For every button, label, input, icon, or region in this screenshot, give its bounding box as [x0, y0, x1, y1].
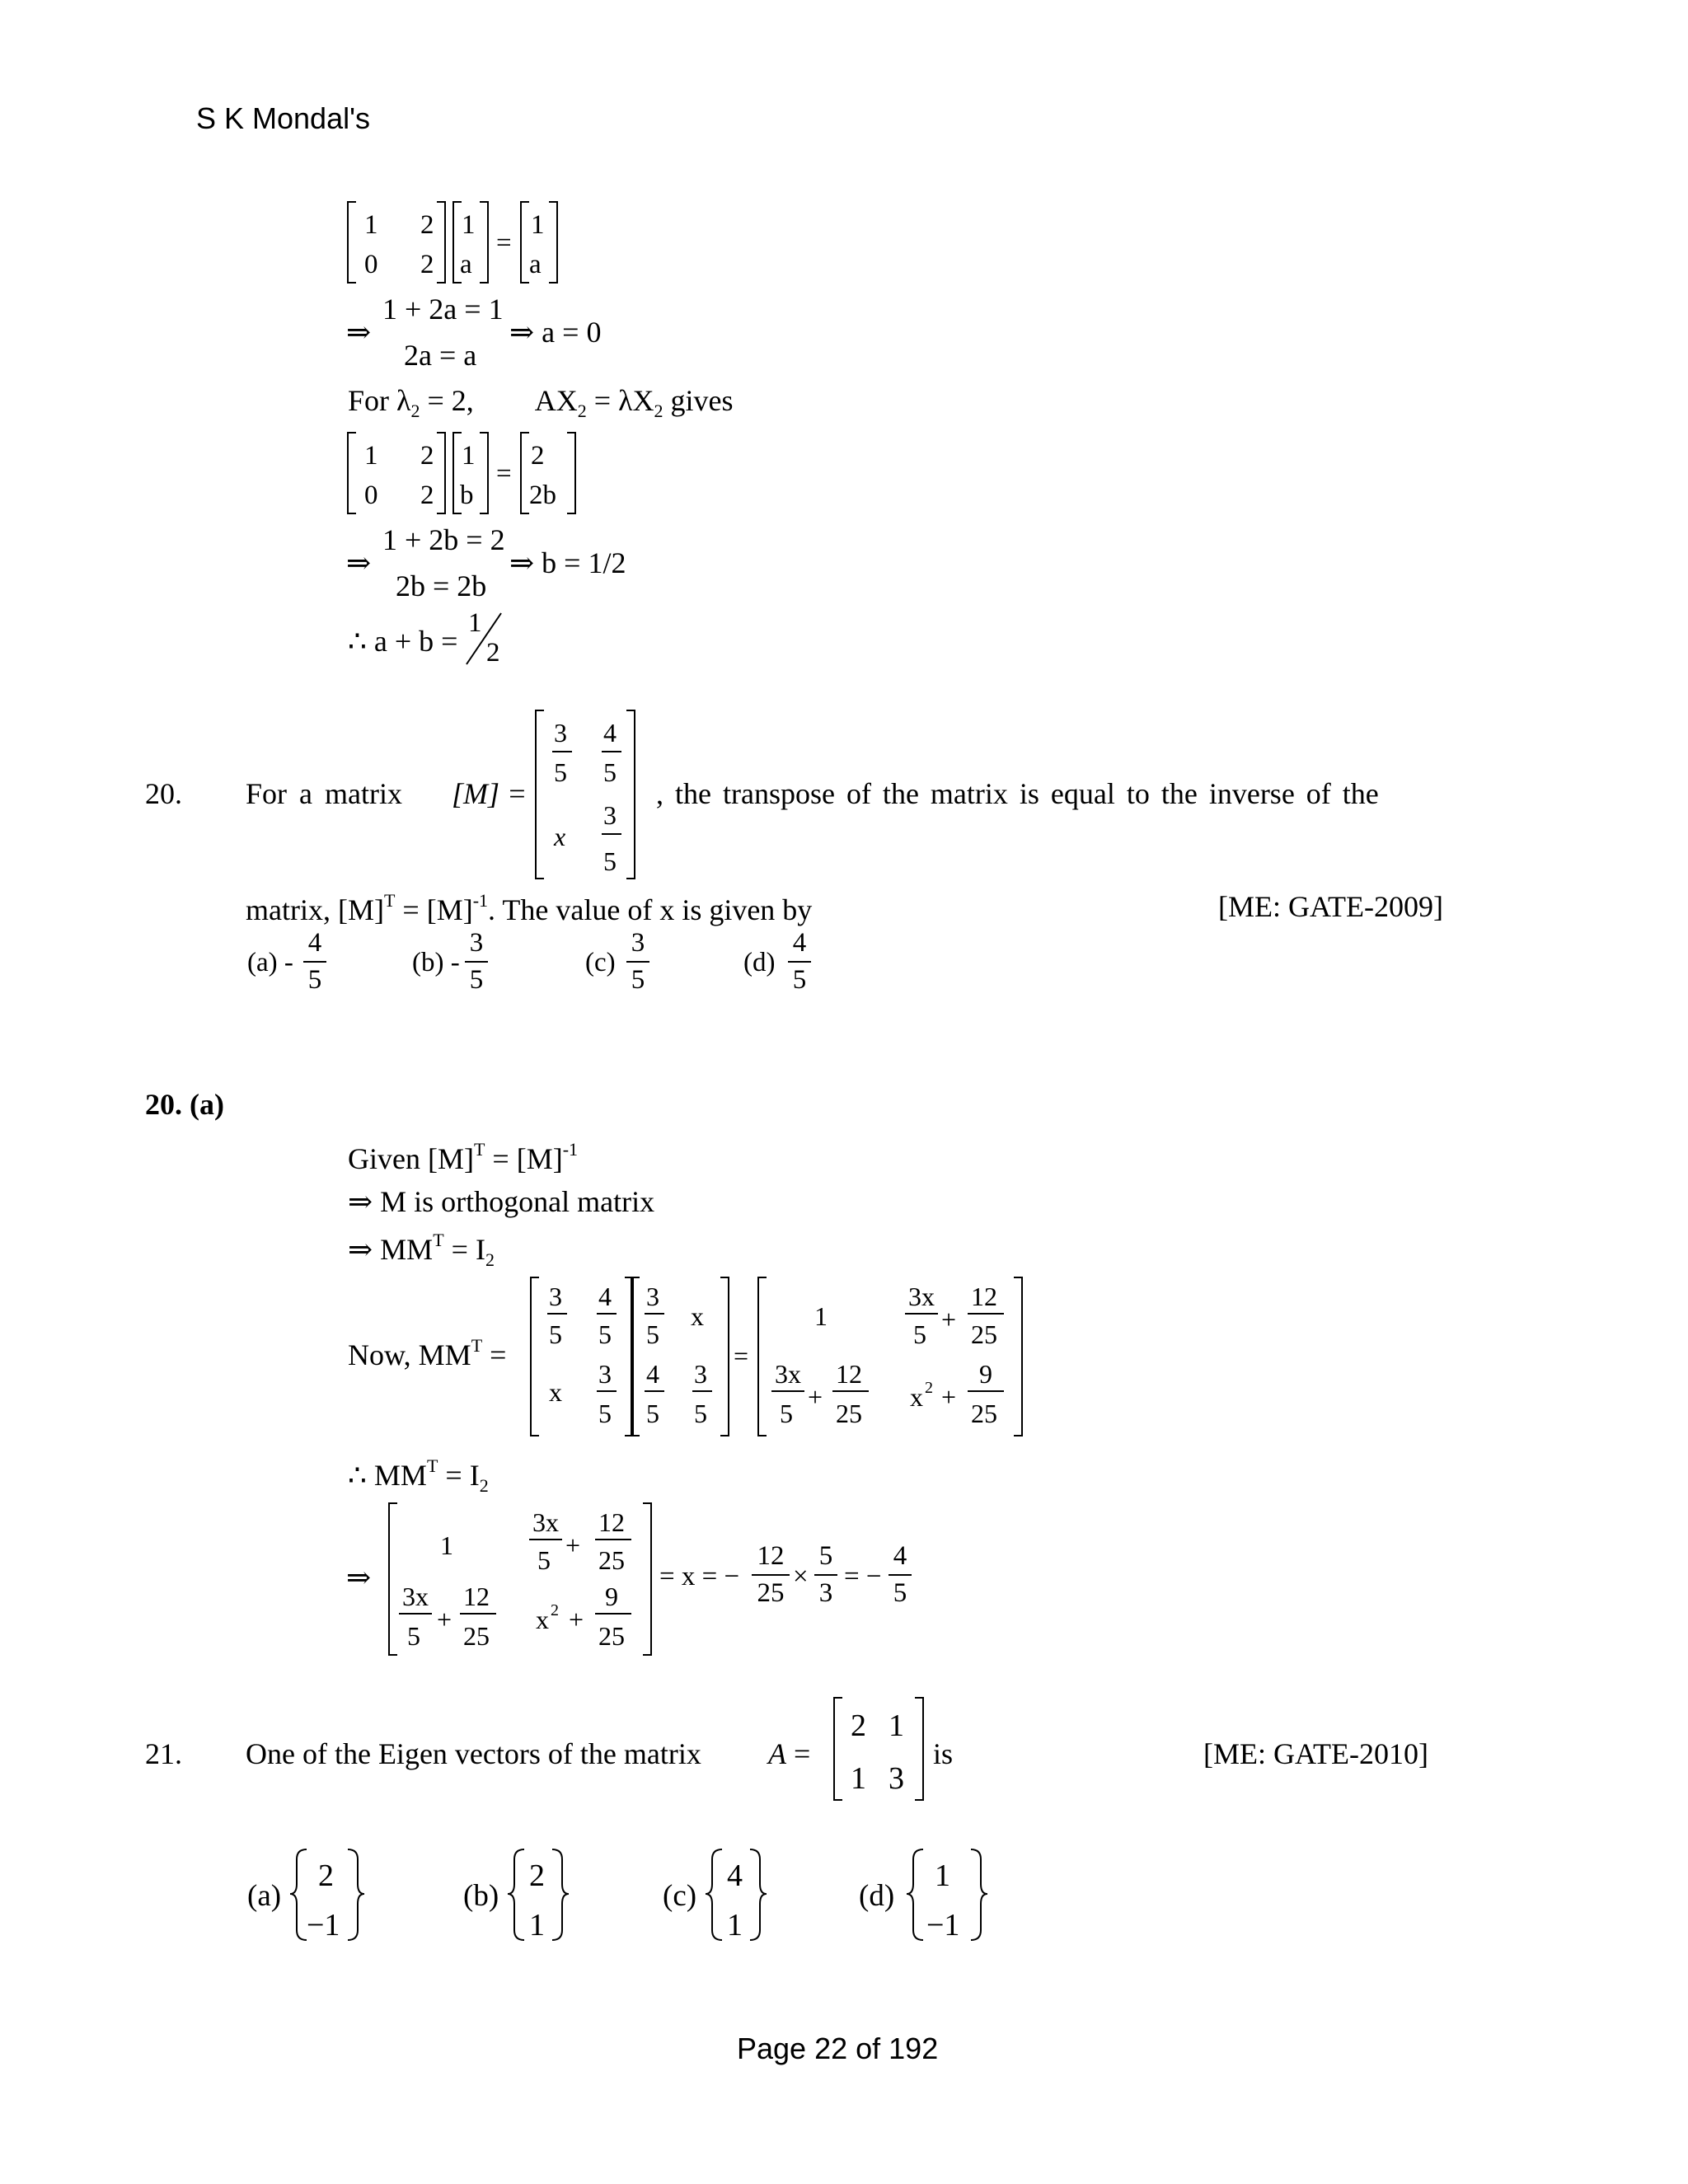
svg-text:3x: 3x [775, 1359, 801, 1389]
svg-text:12: 12 [836, 1359, 862, 1389]
svg-text:1: 1 [851, 1761, 866, 1796]
header-author: S K Mondal's [196, 101, 370, 135]
svg-text:2: 2 [851, 1708, 866, 1743]
answer20-final-arrow: ⇒ [346, 1561, 372, 1594]
svg-text:2b: 2b [529, 480, 556, 510]
q21-source: [ME: GATE-2010] [1203, 1737, 1428, 1770]
svg-text:25: 25 [836, 1399, 862, 1428]
svg-text:12: 12 [971, 1282, 997, 1311]
svg-text:3x: 3x [532, 1507, 559, 1537]
svg-text:3: 3 [554, 718, 567, 748]
matrix-equation-1 [346, 200, 585, 287]
q20-matrix-label: [M] = [452, 777, 528, 810]
q21-option-c-label: (c) [663, 1879, 697, 1913]
svg-text:9: 9 [979, 1359, 992, 1389]
svg-text:12: 12 [463, 1582, 490, 1611]
q21-option-d-vector [905, 1846, 996, 1945]
r1-1: a [529, 250, 542, 279]
answer20-now: Now, $MM^T$ = [348, 1335, 507, 1371]
svg-text:5: 5 [407, 1621, 420, 1651]
svg-text:5: 5 [913, 1319, 926, 1349]
svg-text:4: 4 [727, 1858, 743, 1893]
q20-option-c-frac: 3 5 [626, 930, 649, 994]
q20-number: 20. [145, 777, 182, 810]
answer20-mmt: ⇒ $MM^T = I_2$ [348, 1230, 495, 1270]
svg-text:2: 2 [551, 1601, 559, 1619]
svg-text:5: 5 [646, 1319, 659, 1349]
implies1-result: ⇒ a = 0 [509, 316, 602, 349]
svg-text:12: 12 [598, 1507, 625, 1537]
page-number: Page 22 of 192 [737, 2032, 939, 2065]
svg-text:5: 5 [554, 757, 567, 787]
svg-text:25: 25 [971, 1399, 997, 1428]
svg-text:5: 5 [646, 1399, 659, 1428]
svg-text:=: = [734, 1341, 749, 1371]
q21-option-a-label: (a) [247, 1879, 282, 1913]
svg-text:5: 5 [549, 1319, 562, 1349]
svg-text:1: 1 [814, 1301, 828, 1331]
svg-text:1: 1 [529, 1908, 545, 1943]
answer20-product [529, 1276, 1024, 1441]
svg-text:3x: 3x [402, 1582, 429, 1611]
svg-text:x: x [910, 1382, 923, 1412]
svg-text:5: 5 [780, 1399, 793, 1428]
svg-text:25: 25 [598, 1545, 625, 1575]
svg-text:x: x [536, 1605, 549, 1634]
svg-text:1: 1 [727, 1908, 743, 1943]
q21-matrix-label: A = [768, 1737, 811, 1770]
r1-0: 1 [531, 210, 545, 240]
implies-arrow-2: ⇒ [346, 546, 372, 579]
q21-matrix [832, 1696, 923, 1803]
answer20-final-times: × [793, 1562, 809, 1591]
implies1-bottom: 2a = a [404, 339, 477, 372]
q21-option-c-vector [704, 1846, 778, 1945]
svg-text:2: 2 [531, 441, 545, 471]
svg-text:25: 25 [463, 1621, 490, 1651]
half-num: 1 [468, 608, 482, 638]
svg-text:+: + [808, 1382, 823, 1412]
svg-text:25: 25 [598, 1621, 625, 1651]
q20-source: [ME: GATE-2009] [1218, 890, 1443, 923]
svg-text:3x: 3x [908, 1282, 935, 1311]
equals: = [496, 228, 512, 258]
q21-option-b-vector [506, 1846, 580, 1945]
svg-text:5: 5 [598, 1319, 612, 1349]
svg-text:2: 2 [925, 1379, 933, 1397]
svg-text:+: + [941, 1305, 957, 1334]
svg-text:2: 2 [529, 1858, 545, 1893]
for-lambda-line: For $\lambda_2 = 2$, $AX_2 = \lambda X_2$ gives [348, 384, 734, 421]
svg-text:5: 5 [603, 757, 617, 787]
svg-text:−1: −1 [307, 1908, 340, 1943]
answer20-therefore: ∴ $MM^T = I_2$ [348, 1455, 489, 1496]
svg-text:0: 0 [364, 480, 378, 510]
q20-line2: matrix, $[M]^T = [M]^{-1}$. The value of x is given by [246, 890, 813, 926]
matrix-equation-2 [346, 431, 593, 518]
svg-text:5: 5 [598, 1399, 612, 1428]
q21-option-a-vector [288, 1846, 371, 1945]
q20-option-a-frac: 4 5 [303, 930, 326, 994]
svg-text:−1: −1 [926, 1908, 960, 1943]
svg-text:25: 25 [971, 1319, 997, 1349]
svg-text:1: 1 [364, 441, 378, 471]
q21-text: One of the Eigen vectors of the matrix [246, 1737, 701, 1770]
half-den: 2 [486, 638, 500, 668]
svg-text:+: + [569, 1605, 584, 1634]
q20-matrix [534, 709, 641, 882]
svg-text:1: 1 [462, 441, 476, 471]
svg-text:2: 2 [318, 1858, 334, 1893]
svg-text:9: 9 [605, 1582, 618, 1611]
svg-text:5: 5 [537, 1545, 551, 1575]
svg-text:x: x [554, 822, 566, 851]
svg-text:+: + [437, 1605, 452, 1634]
q20-option-d-frac: 4 5 [788, 930, 811, 994]
m1-01: 2 [420, 210, 434, 240]
svg-text:3: 3 [889, 1761, 904, 1796]
implies-arrow: ⇒ [346, 316, 372, 349]
svg-text:3: 3 [646, 1282, 659, 1311]
svg-text:4: 4 [603, 718, 617, 748]
svg-text:=: = [496, 459, 512, 489]
q21-is: is [933, 1737, 954, 1770]
answer20-heading: 20. (a) [145, 1088, 224, 1121]
implies2-top: 1 + 2b = 2 [382, 523, 505, 556]
implies2-result: ⇒ b = 1/2 [509, 546, 626, 579]
answer20-final-f1: 12 25 [752, 1543, 790, 1607]
answer20-final-f3: 4 5 [889, 1543, 912, 1607]
answer20-orthogonal: ⇒ M is orthogonal matrix [348, 1185, 655, 1218]
answer20-given: Given $[M]^T = [M]^{-1}$ [348, 1139, 579, 1175]
svg-text:+: + [941, 1382, 957, 1412]
q20-lead: For a matrix [246, 777, 402, 810]
q20-option-c-label: (c) [585, 948, 616, 977]
therefore-line: ∴ a + b = [348, 625, 458, 658]
svg-text:4: 4 [598, 1282, 612, 1311]
q21-option-b-label: (b) [463, 1879, 499, 1913]
q20-trail: , the transpose of the matrix is equal to the inverse of the [656, 777, 1379, 810]
q20-option-b-label: (b) - [412, 948, 460, 977]
svg-text:3: 3 [603, 800, 617, 830]
svg-text:1: 1 [935, 1858, 950, 1893]
q20-option-d-label: (d) [743, 948, 776, 977]
answer20-final-eq: = − [844, 1562, 882, 1591]
svg-text:4: 4 [646, 1359, 659, 1389]
q21-option-d-label: (d) [859, 1879, 895, 1913]
v1-1: a [460, 250, 472, 279]
implies2-bottom: 2b = 2b [396, 569, 487, 602]
svg-text:3: 3 [694, 1359, 707, 1389]
svg-text:5: 5 [694, 1399, 707, 1428]
q20-option-b-frac: 3 5 [465, 930, 488, 994]
svg-text:b: b [460, 480, 474, 510]
svg-text:3: 3 [598, 1359, 612, 1389]
answer20-final-matrix [387, 1502, 659, 1658]
svg-text:1: 1 [440, 1530, 453, 1560]
answer20-final-f2: 5 3 [814, 1543, 837, 1607]
svg-text:x: x [691, 1301, 704, 1331]
m1-00: 1 [364, 210, 378, 240]
q21-number: 21. [145, 1737, 182, 1770]
svg-text:5: 5 [603, 846, 617, 876]
implies1-top: 1 + 2a = 1 [382, 293, 504, 326]
answer20-final-tail: = x = − [659, 1562, 740, 1591]
svg-text:x: x [549, 1377, 562, 1407]
svg-text:+: + [565, 1530, 581, 1560]
svg-text:3: 3 [549, 1282, 562, 1311]
q20-option-a-label: (a) - [247, 948, 293, 977]
m1-10: 0 [364, 250, 378, 279]
svg-text:2: 2 [420, 441, 434, 471]
v1-0: 1 [462, 210, 476, 240]
svg-text:1: 1 [889, 1708, 904, 1743]
m1-11: 2 [420, 250, 434, 279]
svg-text:2: 2 [420, 480, 434, 510]
